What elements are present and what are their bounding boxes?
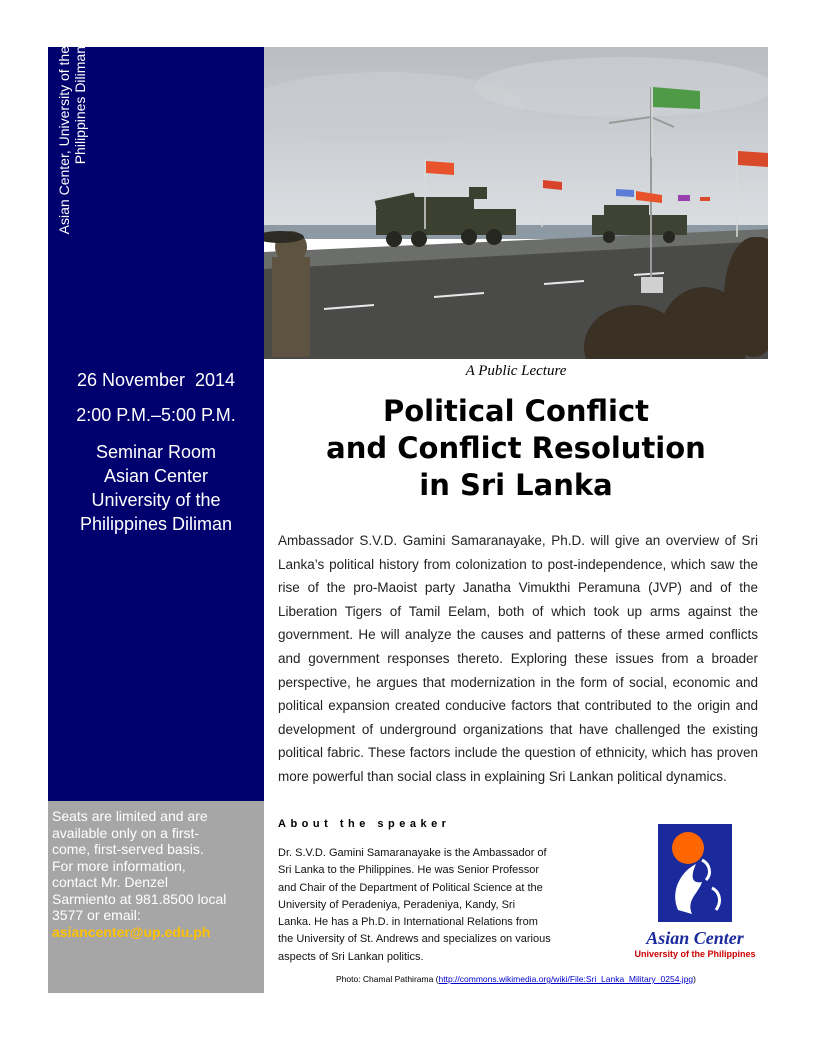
speaker-bio: Dr. S.V.D. Gamini Samaranayake is the Ambassador of Sri Lanka to the Philippines. He was Senior Professor and Chair of the Department of Political Science at the University of Peradeniya, Peradeniya, Kandy, Sri Lanka. He has a Ph.D. in International Relations from the University of St. Andrews and specializes on various aspects of Sri Lankan politics.: [278, 847, 551, 963]
logo-name: Asian Center: [646, 928, 744, 948]
event-time: 2:00 P.M.–5:00 P.M.: [76, 405, 236, 425]
title-line: in Sri Lanka: [419, 468, 613, 502]
logo-subtitle: University of the Philippines: [634, 949, 756, 959]
photo-credit: Photo: Chamal Pathirama (http://commons.wikimedia.org/wiki/File:Sri_Lanka_Military_0254.jpg): [335, 974, 696, 984]
venue-line: Philippines Diliman: [79, 514, 233, 534]
header-photo: [264, 47, 768, 359]
organization-vertical-label: Asian Center, University of the Philippines Diliman: [56, 46, 88, 235]
title-line: and Conflict Resolution: [326, 431, 706, 465]
asian-center-logo: [630, 822, 760, 962]
venue-line: University of the: [91, 490, 221, 510]
event-kicker: A Public Lecture: [465, 363, 567, 379]
about-speaker-heading: About the speaker: [278, 818, 451, 830]
event-venue: [48, 440, 264, 536]
photo-credit-link[interactable]: http://commons.wikimedia.org/wiki/File:Sri_Lanka_Military_0254.jpg: [438, 974, 694, 984]
venue-line: Asian Center: [103, 466, 209, 486]
venue-line: Seminar Room: [95, 442, 217, 462]
title-line: Political Conflict: [383, 394, 649, 428]
seating-info: Seats are limited and are available only on a first- come, first-served basis. For more information, contact Mr. Denzel Sarmiento at 981.8500 local 3577 or email: asiancenter@up.edu.ph: [52, 808, 262, 940]
contact-email-link[interactable]: asiancenter@up.edu.ph: [52, 923, 211, 940]
lecture-description: Ambassador S.V.D. Gamini Samaranayake, Ph.D. will give an overview of Sri Lanka’s political history from colonization to post-independence, which saw the rise of the pro-Maoist party Janatha Vimukthi Peramuna (JVP) and of the Liberation Tigers of Tamil Eelam, both of which took up arms against the government. He will analyze the causes and patterns of these armed conflicts and government responses thereto. Exploring these issues from a broader perspective, he argues that modernization in the form of social, economic and political expansion created conducive factors that contributed to the origin and development of underground organizations that have challenged the existing political fabric. These factors include the question of ethnicity, which has proven more powerful than social class in explaining Sri Lankan political dynamics.: [278, 533, 758, 784]
lecture-title: [264, 393, 768, 504]
event-date: 26 November 2014: [76, 370, 236, 390]
